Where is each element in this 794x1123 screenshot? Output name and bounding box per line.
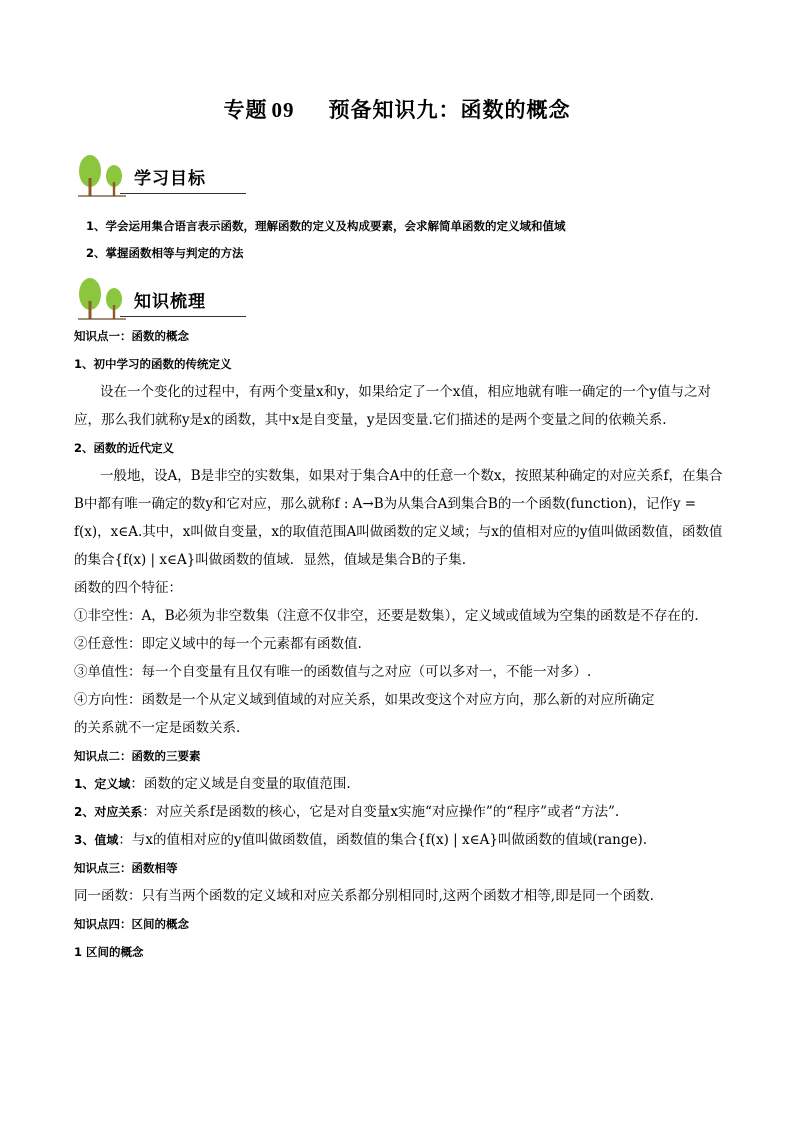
knowledge-heading-2: 知识点二：函数的三要素 (74, 749, 201, 763)
goal-item-1: 1、学会运用集合语言表示函数，理解函数的定义及构成要素，会求解简单函数的定义域和值域 (86, 219, 566, 233)
feature-direction-line1: ④方向性：函数是一个从定义域到值域的对应关系，如果改变这个对应方向，那么新的对应所确定 (74, 692, 655, 708)
knowledge-heading-1: 知识点一：函数的概念 (74, 329, 189, 343)
element-mapping (74, 798, 724, 826)
title-main: 预备知识九：函数的概念 (328, 98, 571, 122)
page-title (0, 94, 794, 124)
subheading-interval-concept: 1 区间的概念 (74, 945, 144, 959)
section-title-review: 知识梳理 (134, 292, 206, 312)
feature-single-valued: ③单值性：每一个自变量有且仅有唯一的函数值与之对应（可以多对一，不能一对多）. (74, 664, 592, 680)
feature-arbitrary: ②任意性：即定义域中的每一个元素都有函数值. (74, 636, 362, 652)
paragraph-traditional-definition: 设在一个变化的过程中，有两个变量x和y，如果给定了一个x值，相应地就有唯一确定的一个y值与之对应，那么我们就称y是x的函数，其中x是自变量，y是因变量.它们描述的是两个变量之间的依赖关系. (74, 384, 711, 428)
subheading-modern-definition: 2、函数的近代定义 (74, 441, 175, 455)
element-domain-text: ：函数的定义域是自变量的取值范围. (130, 776, 351, 792)
title-prefix: 专题 (223, 98, 268, 122)
title-number: 09 (271, 98, 295, 122)
section-rule (120, 193, 246, 194)
element-mapping-text: ：对应关系f是函数的核心，它是对自变量x实施“对应操作”的“程序”或者“方法”. (142, 804, 620, 820)
section-title-goals: 学习目标 (134, 169, 206, 189)
section-banner-goals (76, 152, 244, 200)
section-rule (120, 316, 246, 317)
element-mapping-label: 2、对应关系 (74, 805, 143, 819)
subheading-traditional-definition: 1、初中学习的函数的传统定义 (74, 357, 232, 371)
element-range-label: 3、值域 (74, 833, 119, 847)
paragraph-equal-functions: 同一函数：只有当两个函数的定义域和对应关系都分别相同时,这两个函数才相等,即是同一个函数. (74, 888, 654, 904)
goal-item-2: 2、掌握函数相等与判定的方法 (86, 246, 244, 260)
element-range (74, 826, 724, 854)
section-banner-review (76, 275, 244, 323)
main-content (74, 322, 724, 966)
knowledge-heading-3: 知识点三：函数相等 (74, 861, 178, 875)
paragraph-modern-definition: 一般地，设A，B是非空的实数集，如果对于集合A中的任意一个数x，按照某种确定的对应关系f，在集合B中都有唯一确定的数y和它对应，那么就称f : A→B为从集合A到集合B的一个函数(function)，记作y = f(x)，x∈A.其中，x叫做自变量，x的取值范围A叫做函数的定义域；与x的值相对应的y值叫做函数值，函数值的集合{f(x) | x∈A}叫做函数的值域．显然，值域是集合B的子集. (74, 468, 723, 568)
features-title: 函数的四个特征： (74, 580, 182, 596)
feature-nonempty: ①非空性：A，B必须为非空数集（注意不仅非空，还要是数集），定义域或值域为空集的函数是不存在的. (74, 608, 699, 624)
element-domain (74, 770, 724, 798)
element-range-text: ：与x的值相对应的y值叫做函数值，函数值的集合{f(x) | x∈A}叫做函数的值域(range). (118, 832, 648, 848)
element-domain-label: 1、定义域 (74, 777, 131, 791)
knowledge-heading-4: 知识点四：区间的概念 (74, 917, 189, 931)
feature-direction-line2: 的关系就不一定是函数关系. (74, 720, 241, 736)
